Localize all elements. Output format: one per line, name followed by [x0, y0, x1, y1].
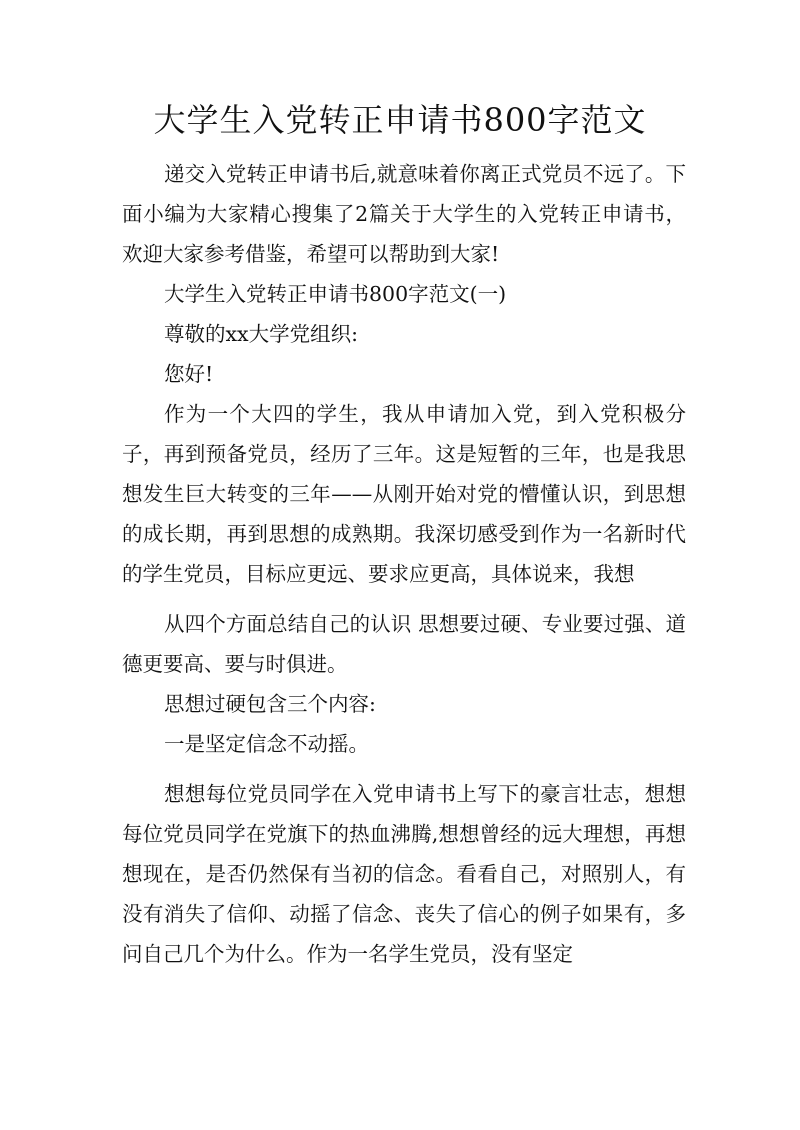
body-paragraph: 作为一个大四的学生，我从申请加入党，到入党积极分子，再到预备党员，经历了三年。这是短暂的三年，也是我思想发生巨大转变的三年——从刚开始对党的懵懂认识，到思想的成长期，再到思想的成熟期。我深切感受到作为一名新时代的学生党员，目标应更远、要求应更高，具体说来，我想 [122, 402, 686, 586]
salutation: 尊敬的xx大学党组织: [164, 322, 359, 346]
document-title: 大学生入党转正申请书800字范文 [153, 101, 647, 139]
greeting: 您好! [164, 362, 214, 386]
body-paragraph: 想想每位党员同学在入党申请书上写下的豪言壮志，想想每位党员同学在党旗下的热血沸腾,想想曾经的远大理想，再想想现在，是否仍然保有当初的信念。看看自己，对照别人，有没有消失了信仰、动摇了信念、丧失了信心的例子如果有，多问自己几个为什么。作为一名学生党员，没有坚定 [122, 782, 686, 966]
intro-paragraph: 递交入党转正申请书后,就意味着你离正式党员不远了。下面小编为大家精心搜集了2篇关于大学生的入党转正申请书，欢迎大家参考借鉴，希望可以帮助到大家! [122, 162, 686, 266]
body-paragraph: 思想过硬包含三个内容: [164, 692, 376, 716]
document-body [122, 154, 686, 974]
section-heading: 大学生入党转正申请书800字范文(一) [164, 282, 507, 306]
body-paragraph: 从四个方面总结自己的认识 思想要过硬、专业要过强、道德更要高、要与时俱进。 [122, 612, 686, 676]
body-paragraph: 一是坚定信念不动摇。 [164, 732, 369, 756]
